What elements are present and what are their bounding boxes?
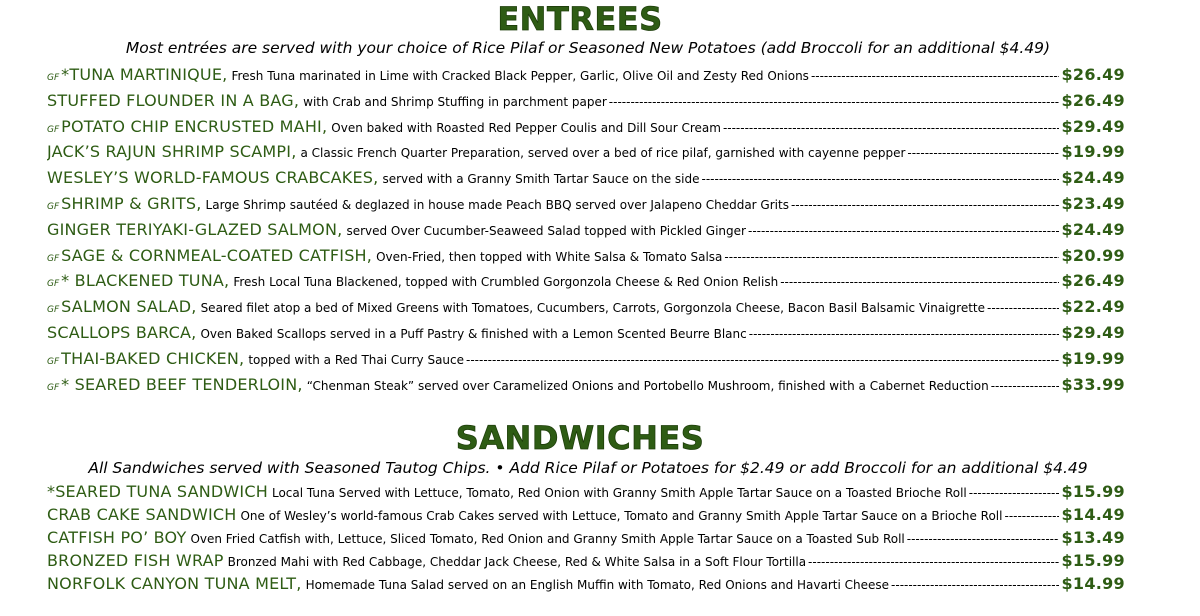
- dot-leader: [991, 379, 1060, 393]
- dot-leader: [811, 69, 1060, 83]
- menu-item-description: Oven Baked Scallops served in a Puff Pastry & finished with a Lemon Scented Beurre Blanc: [200, 327, 747, 341]
- menu-item-price: $26.49: [1061, 271, 1125, 291]
- gluten-free-tag: GF: [47, 124, 60, 135]
- menu-item-price: $23.49: [1061, 194, 1125, 213]
- dot-leader: [907, 532, 1060, 546]
- menu-item: [47, 142, 1125, 168]
- dot-leader: [724, 250, 1059, 264]
- menu-item-price: $13.49: [1061, 528, 1125, 547]
- menu-item: [47, 574, 1125, 600]
- menu-item-name: GINGER TERIYAKI-GLAZED SALMON,: [47, 219, 343, 239]
- menu-item-name: SAGE & CORNMEAL-COATED CATFISH,: [61, 245, 373, 265]
- menu-item-name: * BLACKENED TUNA,: [61, 271, 230, 291]
- menu-item: [47, 375, 1125, 401]
- entrees-heading: ENTREES: [497, 0, 663, 38]
- menu-item-name: *TUNA MARTINIQUE,: [61, 65, 228, 84]
- dot-leader: [749, 327, 1060, 341]
- dot-leader: [609, 95, 1060, 109]
- menu-item: [47, 297, 1125, 323]
- menu-item-price: $24.49: [1061, 168, 1125, 188]
- menu-item-price: $19.99: [1061, 348, 1125, 368]
- gluten-free-tag: GF: [47, 356, 60, 367]
- menu-item-price: $14.49: [1061, 505, 1125, 524]
- sandwiches-subtitle: All Sandwiches served with Seasoned Tautog Chips. • Add Rice Pilaf or Potatoes for $2.49 or add Broccoli for an additional $4.49: [88, 459, 1088, 477]
- menu-item-name: WESLEY’S WORLD-FAMOUS CRABCAKES,: [47, 168, 379, 188]
- menu-item-price: $26.49: [1061, 90, 1125, 110]
- menu-item: [47, 168, 1125, 194]
- dot-leader: [780, 275, 1059, 289]
- menu-item-description: a Classic French Quarter Preparation, served over a bed of rice pilaf, garnished with cayenne pepper: [300, 146, 906, 161]
- dot-leader: [748, 224, 1059, 238]
- menu-item-price: $24.49: [1061, 219, 1125, 239]
- menu-item-name: BRONZED FISH WRAP: [47, 551, 224, 570]
- menu-item-name: *SEARED TUNA SANDWICH: [47, 482, 268, 501]
- dot-leader: [791, 198, 1060, 212]
- menu-item: [47, 117, 1125, 143]
- gluten-free-tag: GF: [47, 73, 60, 83]
- menu-item-price: $15.99: [1061, 482, 1125, 501]
- dot-leader: [907, 146, 1059, 160]
- menu-item-price: $29.49: [1061, 323, 1125, 342]
- dot-leader: [808, 555, 1059, 569]
- gluten-free-tag: GF: [47, 253, 60, 264]
- menu-item-description: Homemade Tuna Salad served on an English Muffin with Tomato, Red Onions and Havarti Cheese: [305, 578, 890, 592]
- menu-item-price: $22.49: [1061, 297, 1125, 317]
- dot-leader: [1004, 509, 1059, 523]
- dot-leader: [987, 301, 1059, 315]
- menu-item: [47, 91, 1125, 117]
- menu-item-description: served with a Granny Smith Tartar Sauce on the side: [382, 172, 700, 187]
- menu-item: [47, 246, 1125, 272]
- menu-item-price: $19.99: [1061, 142, 1125, 162]
- menu-item-description: Fresh Tuna marinated in Lime with Cracked Black Pepper, Garlic, Olive Oil and Zesty Red Onions: [231, 69, 809, 83]
- menu-item: [47, 271, 1125, 297]
- menu-item-description: Fresh Local Tuna Blackened, topped with Crumbled Gorgonzola Cheese & Red Onion Relish: [233, 275, 779, 290]
- dot-leader: [969, 486, 1060, 500]
- menu-item-name: NORFOLK CANYON TUNA MELT,: [47, 574, 302, 593]
- menu-item: [47, 65, 1125, 91]
- menu-item-description: “Chenman Steak” served over Caramelized Onions and Portobello Mushroom, finished with a Cabernet Reduction: [306, 378, 989, 393]
- menu-item-description: topped with a Red Thai Curry Sauce: [248, 352, 465, 367]
- menu-item-price: $26.49: [1061, 65, 1125, 84]
- gluten-free-tag: GF: [47, 305, 60, 316]
- menu-item-name: * SEARED BEEF TENDERLOIN,: [61, 374, 303, 394]
- menu-item-description: Oven-Fried, then topped with White Salsa & Tomato Salsa: [376, 249, 723, 264]
- menu-item: [47, 349, 1125, 375]
- menu-item-description: served Over Cucumber-Seaweed Salad topped with Pickled Ginger: [346, 223, 746, 238]
- menu-item-price: $33.99: [1061, 374, 1125, 394]
- menu-item-name: SHRIMP & GRITS,: [61, 194, 202, 213]
- dot-leader: [723, 121, 1060, 135]
- menu-item-price: $15.99: [1061, 551, 1125, 570]
- menu-item-name: CATFISH PO’ BOY: [47, 528, 187, 547]
- menu-item: [47, 220, 1125, 246]
- menu-item-description: with Crab and Shrimp Stuffing in parchment paper: [303, 94, 607, 109]
- menu-item-name: JACK’S RAJUN SHRIMP SCAMPI,: [47, 142, 297, 162]
- menu-item-name: STUFFED FLOUNDER IN A BAG,: [47, 90, 300, 110]
- menu-item: [47, 194, 1125, 220]
- menu-item-description: Large Shrimp sautéed & deglazed in house made Peach BBQ served over Jalapeno Cheddar Grits: [205, 198, 789, 212]
- menu-item-description: Local Tuna Served with Lettuce, Tomato, Red Onion with Granny Smith Apple Tartar Sauce on a Toasted Brioche Roll: [271, 486, 967, 500]
- menu-item-name: SALMON SALAD,: [61, 297, 197, 317]
- dot-leader: [891, 578, 1059, 592]
- entrees-subtitle: Most entrées are served with your choice of Rice Pilaf or Seasoned New Potatoes (add Broccoli for an additional $4.49): [125, 39, 1051, 57]
- gluten-free-tag: GF: [47, 202, 60, 212]
- menu-item-name: CRAB CAKE SANDWICH: [47, 505, 237, 524]
- menu-item-name: THAI-BAKED CHICKEN,: [61, 348, 245, 368]
- menu-item-description: Seared filet atop a bed of Mixed Greens with Tomatoes, Cucumbers, Carrots, Gorgonzola Cheese, Bacon Basil Balsamic Vinaigrette: [200, 301, 985, 316]
- menu-item: [47, 323, 1125, 349]
- menu-item-description: Bronzed Mahi with Red Cabbage, Cheddar Jack Cheese, Red & White Salsa in a Soft Flour Tortilla: [227, 555, 807, 569]
- menu-item-price: $29.49: [1061, 116, 1125, 136]
- menu-item-name: SCALLOPS BARCA,: [47, 323, 197, 342]
- dot-leader: [702, 172, 1060, 186]
- gluten-free-tag: GF: [47, 279, 60, 290]
- menu-item-price: $20.99: [1061, 245, 1125, 265]
- menu-item-description: Oven Fried Catfish with, Lettuce, Sliced Tomato, Red Onion and Granny Smith Apple Tartar Sauce on a Toasted Sub Roll: [190, 532, 905, 546]
- menu-item-description: Oven baked with Roasted Red Pepper Coulis and Dill Sour Cream: [331, 120, 721, 135]
- sandwiches-heading: SANDWICHES: [455, 419, 705, 457]
- menu-item-price: $14.99: [1061, 574, 1125, 593]
- menu-item-name: POTATO CHIP ENCRUSTED MAHI,: [61, 116, 328, 136]
- dot-leader: [466, 353, 1059, 367]
- menu-item-description: One of Wesley’s world-famous Crab Cakes served with Lettuce, Tomato and Granny Smith Apple Tartar Sauce on a Brioche Roll: [240, 509, 1003, 523]
- gluten-free-tag: GF: [47, 382, 60, 393]
